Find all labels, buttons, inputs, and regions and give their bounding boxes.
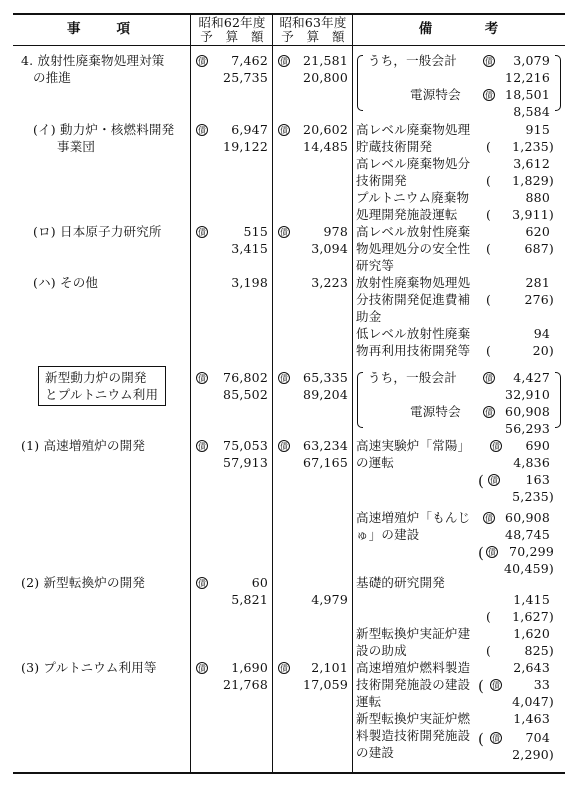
remarks2a-text-1: 高レベル廃棄物処理 (356, 122, 471, 137)
remarks3-text-2: 物処理処分の安全性 (356, 241, 471, 256)
remarks3-val: 620 (525, 224, 550, 239)
remarks8b-paren-debt: 704 (525, 730, 550, 745)
row6-v62-debt: 75,053 (223, 438, 268, 453)
remarks3-paren-open: ( (486, 241, 492, 256)
remarks8b-paren-val: 2,290) (512, 747, 554, 762)
remarks8a-paren-debt: 33 (533, 677, 550, 692)
remarks3-text-3: 研究等 (356, 258, 395, 273)
row5-label-2: とプルトニウム利用 (45, 387, 159, 402)
remarks4b-paren: 20) (532, 343, 554, 358)
remarks2a-paren-open: ( (486, 139, 492, 154)
remarks4a-paren: 276) (524, 292, 554, 307)
debt-mark-icon: 債 (485, 91, 493, 100)
remarks7b-val: 1,620 (513, 626, 550, 641)
remarks7b-text-2: 設の助成 (356, 643, 407, 658)
debt-mark-icon: 債 (492, 681, 500, 690)
remarks6b-text-2: ゅ」の建設 (356, 527, 420, 542)
remarks7b-paren-open: ( (486, 643, 492, 658)
row5-v63-debt: 65,335 (303, 370, 348, 385)
remarks2b-val: 3,612 (513, 156, 550, 171)
remarks8a-text-2: 技術開発施設の建設 (356, 677, 471, 692)
debt-mark-icon: 債 (198, 57, 206, 66)
remarks1-general-debt: 3,079 (513, 53, 550, 68)
row1-label-2: の推進 (33, 70, 72, 85)
remarks1-dengen-val: 8,584 (513, 104, 550, 119)
row3-label: (ロ) 日本原子力研究所 (33, 224, 162, 239)
remarks2b-paren-open: ( (486, 173, 492, 188)
row8-v63: 17,059 (303, 677, 348, 692)
remarks1-general: うち，一般会計 (368, 53, 457, 68)
col-divider-2 (272, 13, 273, 773)
row2-label-2: 事業団 (57, 139, 96, 154)
remarks6b-val: 48,745 (505, 527, 550, 542)
debt-mark-icon: 債 (485, 374, 493, 383)
debt-mark-icon: 債 (492, 734, 500, 743)
row1-v62: 25,735 (223, 70, 268, 85)
remarks1-dengen-debt: 18,501 (505, 87, 550, 102)
remarks2b-text-2: 技術開発 (356, 173, 407, 188)
remarks5-close-bracket (555, 372, 561, 428)
debt-mark-icon: 債 (198, 126, 206, 135)
row2-v63-debt: 20,602 (303, 122, 348, 137)
col-divider-1 (190, 13, 191, 773)
remarks6a-paren-open: ( (478, 472, 485, 490)
header-col63-line2: 予 算 額 (281, 29, 345, 44)
header-col62-line2: 予 算 額 (200, 29, 264, 44)
row3-v62: 3,415 (231, 241, 268, 256)
debt-mark-icon: 債 (280, 442, 288, 451)
remarks2c-text-2: 処理開発施設運転 (356, 207, 458, 222)
remarks2a-paren: 1,235) (512, 139, 554, 154)
row8-label: (3) プルトニウム利用等 (21, 660, 157, 675)
debt-mark-icon: 債 (198, 442, 206, 451)
row5-v62-debt: 76,802 (223, 370, 268, 385)
remarks4a-text-3: 助金 (356, 309, 382, 324)
remarks6a-debt: 690 (525, 438, 550, 453)
remarks1-general-val: 12,216 (505, 70, 550, 85)
remarks2c-paren-open: ( (486, 207, 492, 222)
row1-v62-debt: 7,462 (231, 53, 268, 68)
debt-mark-icon: 債 (488, 548, 496, 557)
remarks6b-paren-val: 40,459) (503, 561, 554, 576)
remarks5-dengen-val: 56,293 (505, 421, 550, 436)
remarks6b-debt: 60,908 (505, 510, 550, 525)
debt-mark-icon: 債 (492, 442, 500, 451)
remarks7a-paren-open: ( (486, 609, 492, 624)
remarks8a-val: 2,643 (513, 660, 550, 675)
remarks6a-paren-val: 5,235) (512, 489, 554, 504)
remarks7b-paren: 825) (524, 643, 554, 658)
remarks6b-paren-open: ( (478, 544, 485, 562)
remarks1-close-bracket (555, 55, 561, 111)
remarks8b-text-1: 新型転換炉実証炉燃 (356, 711, 471, 726)
remarks4a-text-1: 放射性廃棄物処理処 (356, 275, 471, 290)
row2-v62-debt: 6,947 (231, 122, 268, 137)
remarks7a-text: 基礎的研究開発 (356, 575, 445, 590)
remarks8b-text-3: の建設 (356, 745, 395, 760)
header-col62-line1: 昭和62年度 (198, 15, 266, 30)
remarks8a-text-3: 運転 (356, 694, 382, 709)
remarks5-dengen-debt: 60,908 (505, 404, 550, 419)
remarks3-text-1: 高レベル放射性廃棄 (356, 224, 471, 239)
remarks8a-text-1: 高速増殖炉燃料製造 (356, 660, 471, 675)
remarks4a-text-2: 分技術開発促進費補 (356, 292, 471, 307)
row1-v63: 20,800 (303, 70, 348, 85)
remarks6b-text-1: 高速増殖炉「もんじ (356, 510, 471, 525)
debt-mark-icon: 債 (485, 514, 493, 523)
remarks8b-paren-open: ( (478, 730, 485, 748)
remarks7a-paren: 1,627) (512, 609, 554, 624)
debt-mark-icon: 債 (280, 57, 288, 66)
row8-v63-debt: 2,101 (311, 660, 348, 675)
remarks5-dengen: 電源特会 (410, 404, 461, 419)
remarks6a-text-2: の運転 (356, 455, 395, 470)
remarks6a-val: 4,836 (513, 455, 550, 470)
debt-mark-icon: 債 (280, 126, 288, 135)
remarks4b-paren-open: ( (486, 343, 492, 358)
row4-label: (ハ) その他 (33, 275, 99, 290)
remarks6a-text-1: 高速実験炉「常陽」 (356, 438, 471, 453)
remarks2b-paren: 1,829) (512, 173, 554, 188)
remarks1-dengen: 電源特会 (410, 87, 461, 102)
debt-mark-icon: 債 (280, 228, 288, 237)
remarks5-general: うち，一般会計 (368, 370, 457, 385)
remarks2c-paren: 3,911) (512, 207, 554, 222)
remarks2a-text-2: 貯蔵技術開発 (356, 139, 433, 154)
row4-v63: 3,223 (311, 275, 348, 290)
header-item: 事 項 (67, 21, 133, 37)
remarks5-open-bracket (357, 372, 363, 428)
row3-v62-debt: 515 (243, 224, 268, 239)
remarks2c-val: 880 (525, 190, 550, 205)
remarks1-open-bracket (357, 55, 363, 111)
debt-mark-icon: 債 (198, 579, 206, 588)
header-col63-line1: 昭和63年度 (279, 15, 347, 30)
remarks8b-text-2: 料製造技術開発施設 (356, 728, 471, 743)
row7-label: (2) 新型転換炉の開発 (21, 575, 146, 590)
remarks6b-paren-debt: 70,299 (509, 544, 554, 559)
row7-v63: 4,979 (311, 592, 348, 607)
col-divider-3 (352, 13, 353, 773)
row8-v62-debt: 1,690 (231, 660, 268, 675)
row4-v62: 3,198 (231, 275, 268, 290)
row2-v62: 19,122 (223, 139, 268, 154)
remarks4a-val: 281 (525, 275, 550, 290)
bottom-rule (13, 772, 565, 774)
row7-v62: 5,821 (231, 592, 268, 607)
row3-v63-debt: 978 (323, 224, 348, 239)
debt-mark-icon: 債 (198, 374, 206, 383)
row1-v63-debt: 21,581 (303, 53, 348, 68)
remarks4b-text-2: 物再利用技術開発等 (356, 343, 471, 358)
remarks5-general-debt: 4,427 (513, 370, 550, 385)
debt-mark-icon: 債 (198, 228, 206, 237)
remarks7a-val: 1,415 (513, 592, 550, 607)
remarks8a-paren-open: ( (478, 677, 485, 695)
debt-mark-icon: 債 (198, 664, 206, 673)
row3-v63: 3,094 (311, 241, 348, 256)
row6-v62: 57,913 (223, 455, 268, 470)
remarks4b-text-1: 低レベル放射性廃棄 (356, 326, 471, 341)
remarks4b-val: 94 (533, 326, 550, 341)
remarks2a-val: 915 (525, 122, 550, 137)
row2-v63: 14,485 (303, 139, 348, 154)
remarks6a-paren-debt: 163 (525, 472, 550, 487)
debt-mark-icon: 債 (280, 664, 288, 673)
row5-v62: 85,502 (223, 387, 268, 402)
debt-mark-icon: 債 (490, 476, 498, 485)
row7-v62-debt: 60 (251, 575, 268, 590)
row5-v63: 89,204 (303, 387, 348, 402)
debt-mark-icon: 債 (485, 408, 493, 417)
remarks4a-paren-open: ( (486, 292, 492, 307)
remarks7b-text-1: 新型転換炉実証炉建 (356, 626, 471, 641)
remarks3-paren: 687) (524, 241, 554, 256)
row6-label: (1) 高速増殖炉の開発 (21, 438, 146, 453)
row5-label-1: 新型動力炉の開発 (45, 370, 147, 385)
header-rule (13, 45, 565, 46)
header-remarks: 備 考 (418, 21, 502, 37)
remarks2c-text-1: プルトニウム廃棄物 (356, 190, 470, 205)
row1-label-1: 4. 放射性廃棄物処理対策 (21, 53, 165, 68)
debt-mark-icon: 債 (280, 374, 288, 383)
debt-mark-icon: 債 (485, 57, 493, 66)
row2-label-1: (イ) 動力炉・核燃料開発 (33, 122, 175, 137)
row6-v63-debt: 63,234 (303, 438, 348, 453)
remarks8b-val: 1,463 (513, 711, 550, 726)
remarks5-general-val: 32,910 (505, 387, 550, 402)
row8-v62: 21,768 (223, 677, 268, 692)
remarks8a-paren-val: 4,047) (512, 694, 554, 709)
row6-v63: 67,165 (303, 455, 348, 470)
remarks2b-text-1: 高レベル廃棄物処分 (356, 156, 471, 171)
